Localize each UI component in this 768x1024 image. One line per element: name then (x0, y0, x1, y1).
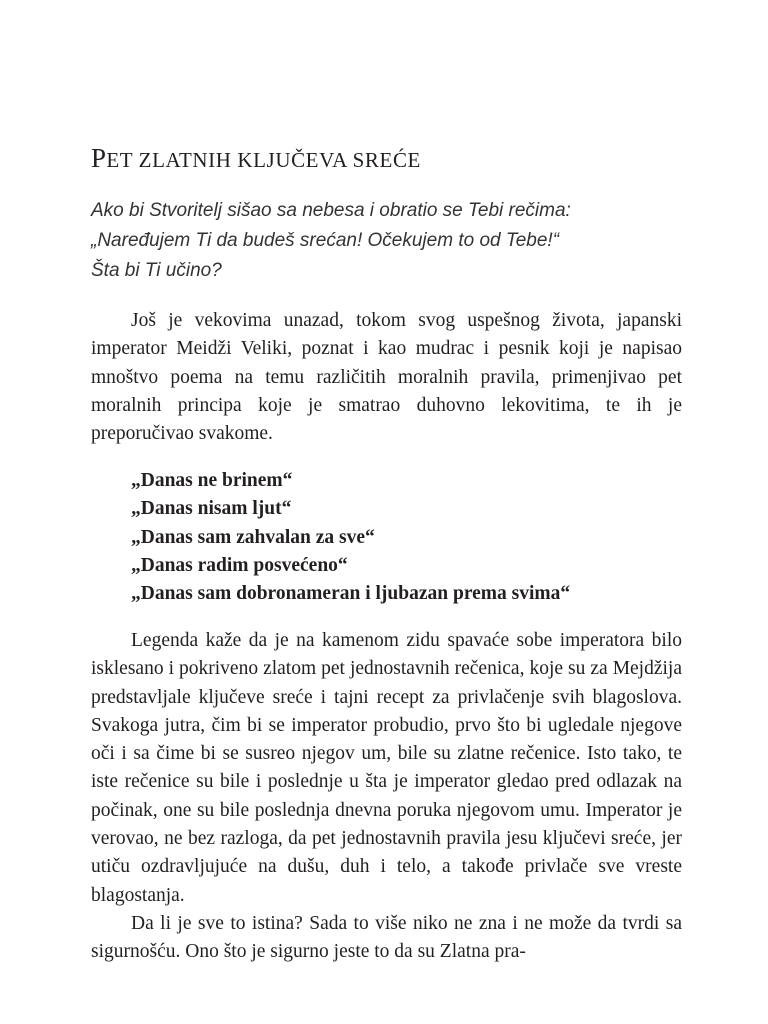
principle-item: „Danas radim posvećeno“ (131, 554, 348, 576)
title-rest: ET ZLATNIH KLJUČEVA SREĆE (106, 148, 421, 172)
paragraph-text: Legenda kaže da je na kamenom zidu spavaće sobe imperatora bilo isklesano i pokriveno zlatom pet jednostavnih rečenica, koje su za Mejdžija predstavljale ključeve sreće i tajni recept za privlačenje svih blagoslova. Svakoga jutra, čim bi se imperator probudio, prvo što bi ugledale njegove oči i sa čime bi se susreo njegov um, bile su zlatne rečenice. Isto tako, te iste rečenice su bile i poslednje u šta je imperator gledao pred odlazak na počinak, one su bile poslednja dnevna poruka njegovom umu. Imperator je verovao, ne bez razloga, da pet jednostavnih pravila jesu ključevi sreće, jer utiču ozdravljujuće na dušu, duh i telo, a takođe privlače sve vreste blagostanja. (91, 630, 682, 906)
paragraph-text: Da li je sve to istina? Sada to više niko ne zna i ne može da tvrdi sa sigurnošću. Ono što je sigurno jeste to da su Zlatna pra- (91, 912, 682, 963)
epigraph (91, 196, 691, 286)
paragraph-intro (91, 307, 682, 448)
chapter-title (91, 140, 691, 178)
title-initial: P (91, 143, 107, 173)
epigraph-line: Šta bi Ti učino? (91, 260, 222, 281)
paragraph-text: Još je vekovima unazad, tokom svog uspešnog života, japanski imperator Meidži Veliki, poznat i kao mudrac i pesnik koji je napisao mnoštvo poema na temu različitih moralnih pravila, primenjivao pet moralnih principa koje je smatrao duhovno lekovitima, te ih je preporučivao svakome. (91, 310, 682, 445)
principle-item: „Danas sam zahvalan za sve“ (131, 526, 375, 548)
principle-item: „Danas ne brinem“ (131, 470, 293, 491)
epigraph-line: Ako bi Stvoritelj sišao sa nebesa i obratio se Tebi rečima: (91, 200, 571, 221)
principles-list (131, 467, 691, 608)
principle-item: „Danas nisam ljut“ (131, 498, 292, 520)
paragraph-legend (91, 627, 682, 967)
principle-item: „Danas sam dobronameran i ljubazan prema svima“ (131, 583, 571, 605)
epigraph-line: „Naređujem Ti da budeš srećan! Očekujem to od Tebe!“ (91, 230, 560, 251)
